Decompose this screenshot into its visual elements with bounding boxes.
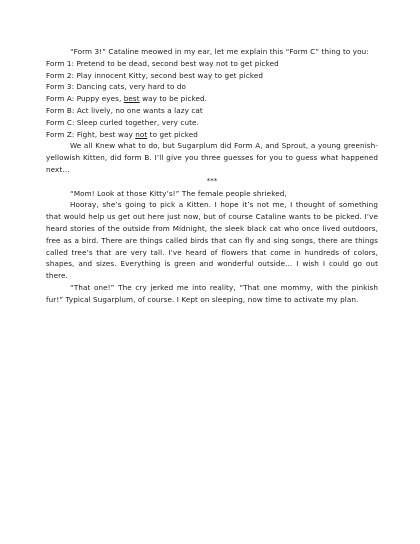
form-text: Play innocent Kitty, second best way to get picked	[76, 70, 264, 80]
forms-list	[46, 58, 378, 141]
paragraph-hooray: Hooray, she’s going to pick a Kitten. I hope it’s not me, I thought of something that would help us get out here just now, but of course Cataline wants to be picked. I’ve heard stories of the outside from Midnight, the sleek black cat who once lived outdoors, free as a bird. There are things called birds that can fly and sing songs, there are things called tree’s that are very tall. I’ve heard of flowers that come in hundreds of colors, shapes, and sizes. Everything is green and wonderful outside… I wish I could go out there.	[46, 200, 378, 281]
form-text-underlined: not	[135, 129, 148, 139]
form-label: Form 2:	[46, 70, 75, 80]
form-text: Sleep curled together, very cute.	[76, 117, 199, 127]
form-text: Dancing cats, very hard to do	[76, 82, 186, 92]
form-label: Form 1:	[46, 58, 75, 68]
paragraph-after-list: We all Knew what to do, but Sugarplum did Form A, and Sprout, a young greenish-yellowish Kitten, did form B. I’ll give you three guesses for you to guess what happened next…	[46, 141, 378, 174]
form-text-after: to get picked	[149, 129, 198, 139]
document-text	[46, 46, 378, 306]
paragraph-that-one: “That one!” The cry jerked me into reality, “That one mommy, with the pinkish fur!” Typical Sugarplum, of course. I Kept on sleeping, now time to activate my plan.	[46, 282, 378, 304]
form-item	[46, 58, 378, 70]
form-label: Form Z:	[46, 129, 75, 139]
form-text-before: Puppy eyes,	[76, 94, 122, 104]
form-text: Act lively, no one wants a lazy cat	[76, 105, 203, 115]
section-separator: ***	[206, 176, 218, 185]
form-text-before: Fight, best way	[76, 129, 133, 139]
form-item	[46, 117, 378, 129]
form-label: Form A:	[46, 94, 75, 104]
form-item	[46, 129, 378, 141]
form-text: Pretend to be dead, second best way not to get picked	[76, 58, 279, 68]
form-item	[46, 93, 378, 105]
form-label: Form B:	[46, 105, 75, 115]
paragraph-mom: “Mom! Look at those Kitty’s!” The female people shrieked,	[70, 188, 287, 198]
form-item	[46, 81, 378, 93]
form-item	[46, 105, 378, 117]
intro-paragraph: “Form 3!” Cataline meowed in my ear, let me explain this “Form C” thing to you:	[70, 47, 369, 56]
form-text-after: way to be picked.	[142, 94, 208, 104]
form-text-underlined: best	[123, 94, 140, 104]
form-label: Form C:	[46, 117, 75, 127]
form-item	[46, 70, 378, 82]
form-label: Form 3:	[46, 82, 75, 92]
